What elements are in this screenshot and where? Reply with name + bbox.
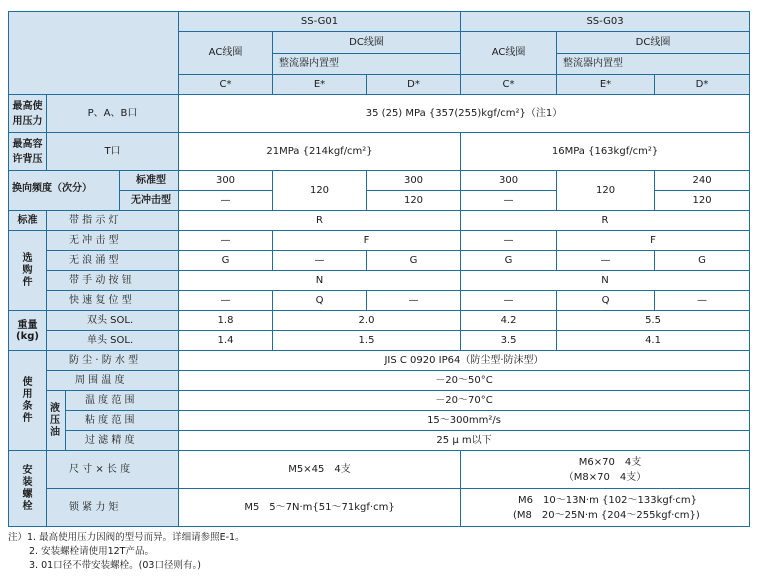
g03-type-d: D* xyxy=(655,75,750,95)
bolt-size-label: 尺 寸 × 长 度 xyxy=(47,451,179,489)
back-pressure-port: T口 xyxy=(47,133,179,171)
weight-single-g03-dc: 4.1 xyxy=(557,331,750,351)
opt-quick-g01-c: — xyxy=(179,291,273,311)
freq-std-g03-c: 300 xyxy=(461,171,557,191)
opt-surge-g03-d: G xyxy=(655,251,750,271)
opt-shockless-g01-dc: F xyxy=(273,231,461,251)
opt-shockless-g03-dc: F xyxy=(557,231,750,251)
frequency-standard-label: 标准型 xyxy=(119,171,179,191)
row-weight-double xyxy=(9,311,750,331)
weight-double-g03-dc: 5.5 xyxy=(557,311,750,331)
weight-double-g01-dc: 2.0 xyxy=(273,311,461,331)
bolt-size-g03 xyxy=(461,451,750,489)
max-pressure-label: 最高使用压力 xyxy=(9,95,47,133)
cond-dustproof-value: JIS C 0920 IP64（防尘型·防沫型） xyxy=(179,351,750,371)
spec-table xyxy=(8,11,750,527)
max-pressure-port: P、A、B口 xyxy=(47,95,179,133)
weight-single-g03-ac: 3.5 xyxy=(461,331,557,351)
row-option-surgeless xyxy=(9,251,750,271)
cond-viscosity-value: 15～300mm²/s xyxy=(179,411,750,431)
row-standard xyxy=(9,211,750,231)
option-label-quick-return: 快 速 复 位 型 xyxy=(47,291,179,311)
g03-ac-coil: AC线圈 xyxy=(461,32,557,75)
cond-viscosity-label: 粘 度 范 围 xyxy=(85,415,135,426)
note-1-text: 1. 最高使用压力因阀的型号而异。详细请参照E-1。 xyxy=(27,532,245,543)
weight-single-g01-ac: 1.4 xyxy=(179,331,273,351)
freq-sl-g01-c: — xyxy=(179,191,273,211)
oil-label-box xyxy=(47,391,66,450)
standard-item: 带 指 示 灯 xyxy=(47,211,179,231)
g03-dc-coil xyxy=(557,32,750,75)
weight-double-label: 双头 SOL. xyxy=(47,311,179,331)
g01-rectifier-label: 整流器内置型 xyxy=(279,58,339,69)
back-pressure-label: 最高容许背压 xyxy=(9,133,47,171)
opt-shockless-g03-c: — xyxy=(461,231,557,251)
row-bolt-torque xyxy=(9,489,750,527)
oil-divider-2 xyxy=(66,430,179,431)
weight-single-label: 单头 SOL. xyxy=(47,331,179,351)
note-3: 3. 01口径不带安装螺栓。(03口径则有。) xyxy=(29,560,201,571)
opt-surge-g03-e: — xyxy=(557,251,655,271)
oil-divider-1 xyxy=(66,410,179,411)
row-cond-ambient xyxy=(9,371,750,391)
freq-sl-g01-d: 120 xyxy=(367,191,461,211)
bolt-size-g01: M5×45 4支 xyxy=(179,451,461,489)
g01-type-e: E* xyxy=(273,75,367,95)
back-pressure-g01: 21MPa {214kgf/cm²} xyxy=(179,133,461,171)
model-ss-g03: SS-G03 xyxy=(461,12,750,32)
opt-surge-g01-c: G xyxy=(179,251,273,271)
bolt-torque-g03 xyxy=(461,489,750,527)
g03-rectifier-label: 整流器内置型 xyxy=(563,58,624,69)
bolt-size-g03-line1: M6×70 4支 xyxy=(578,456,642,468)
note-1 xyxy=(8,531,748,545)
freq-std-g03-d: 240 xyxy=(655,171,750,191)
row-weight-single xyxy=(9,331,750,351)
oil-group xyxy=(47,391,179,451)
oil-label: 液压油 xyxy=(50,402,60,438)
g01-ac-coil: AC线圈 xyxy=(179,32,273,75)
cond-temp-value: －20～70°C xyxy=(179,391,750,411)
conditions-label: 使用条件 xyxy=(9,351,47,451)
freq-sl-g03-c: — xyxy=(461,191,557,211)
row-option-quick-return xyxy=(9,291,750,311)
standard-label: 标准 xyxy=(9,211,47,231)
notes-prefix: 注） xyxy=(8,532,28,543)
note-2: 2. 安装螺栓请使用12T产品。 xyxy=(29,546,154,557)
freq-std-g01-d: 300 xyxy=(367,171,461,191)
g03-type-e: E* xyxy=(557,75,655,95)
row-frequency-standard xyxy=(9,171,750,191)
opt-manual-g03: N xyxy=(461,271,750,291)
weight-single-g01-dc: 1.5 xyxy=(273,331,461,351)
row-cond-dustproof xyxy=(9,351,750,371)
bolt-torque-g03-line2: (M8 20～25N·m {204～255kgf·cm}) xyxy=(513,509,700,521)
row-max-pressure xyxy=(9,95,750,133)
header-row-model xyxy=(9,12,750,32)
freq-g03-e: 120 xyxy=(557,171,655,211)
options-label: 选购件 xyxy=(9,231,47,311)
cond-ambient-label: 周 围 温 度 xyxy=(47,371,179,391)
opt-surge-g01-d: G xyxy=(367,251,461,271)
opt-quick-g03-d: — xyxy=(655,291,750,311)
cond-dustproof-label: 防 尘 · 防 水 型 xyxy=(47,351,179,371)
opt-quick-g03-c: — xyxy=(461,291,557,311)
opt-surge-g03-c: G xyxy=(461,251,557,271)
row-cond-temp xyxy=(9,391,750,411)
row-option-manual xyxy=(9,271,750,291)
option-label-manual: 带 手 动 按 钮 xyxy=(47,271,179,291)
frequency-label: 换向频度（次分） xyxy=(12,183,92,194)
g01-dc-coil-label: DC线圈 xyxy=(273,32,460,54)
model-ss-g01: SS-G01 xyxy=(179,12,461,32)
cond-filter-label: 过 滤 精 度 xyxy=(85,435,135,446)
cond-ambient-value: －20～50°C xyxy=(179,371,750,391)
option-label-shockless: 无 冲 击 型 xyxy=(47,231,179,251)
option-label-surgeless: 无 浪 涌 型 xyxy=(47,251,179,271)
freq-g01-e: 120 xyxy=(273,171,367,211)
max-pressure-value: 35 (25) MPa {357(255)kgf/cm²}（注1） xyxy=(179,95,750,133)
row-bolt-size xyxy=(9,451,750,489)
weight-double-g01-ac: 1.8 xyxy=(179,311,273,331)
bolt-torque-label: 锁 紧 力 矩 xyxy=(47,489,179,527)
g01-type-c: C* xyxy=(179,75,273,95)
bolt-torque-g03-line1: M6 10～13N·m {102～133kgf·cm} xyxy=(518,494,698,506)
frequency-shockless-label: 无冲击型 xyxy=(119,191,179,210)
standard-g03: R xyxy=(461,211,750,231)
weight-double-g03-ac: 4.2 xyxy=(461,311,557,331)
opt-shockless-g01-c: — xyxy=(179,231,273,251)
g03-type-c: C* xyxy=(461,75,557,95)
freq-std-g01-c: 300 xyxy=(179,171,273,191)
cond-filter-value: 25 μ m以下 xyxy=(179,431,750,451)
weight-label: 重量(kg) xyxy=(9,311,47,351)
g01-type-d: D* xyxy=(367,75,461,95)
freq-sl-g03-d: 120 xyxy=(655,191,750,211)
back-pressure-g03: 16MPa {163kgf/cm²} xyxy=(461,133,750,171)
opt-quick-g03-e: Q xyxy=(557,291,655,311)
standard-g01: R xyxy=(179,211,461,231)
bolt-torque-g01: M5 5～7N·m{51～71kgf·cm} xyxy=(179,489,461,527)
g03-dc-coil-label: DC线圈 xyxy=(557,32,749,54)
notes xyxy=(8,531,748,573)
bolts-label: 安装螺栓 xyxy=(9,451,47,527)
frequency-cell xyxy=(9,171,179,211)
opt-quick-g01-d: — xyxy=(367,291,461,311)
opt-quick-g01-e: Q xyxy=(273,291,367,311)
cond-temp-label: 温 度 范 围 xyxy=(85,395,135,406)
g01-dc-coil xyxy=(273,32,461,75)
opt-surge-g01-e: — xyxy=(273,251,367,271)
row-back-pressure xyxy=(9,133,750,171)
row-option-shockless xyxy=(9,231,750,251)
header-corner xyxy=(9,12,179,95)
opt-manual-g01: N xyxy=(179,271,461,291)
bolt-size-g03-line2: （M8×70 4支） xyxy=(563,471,647,483)
